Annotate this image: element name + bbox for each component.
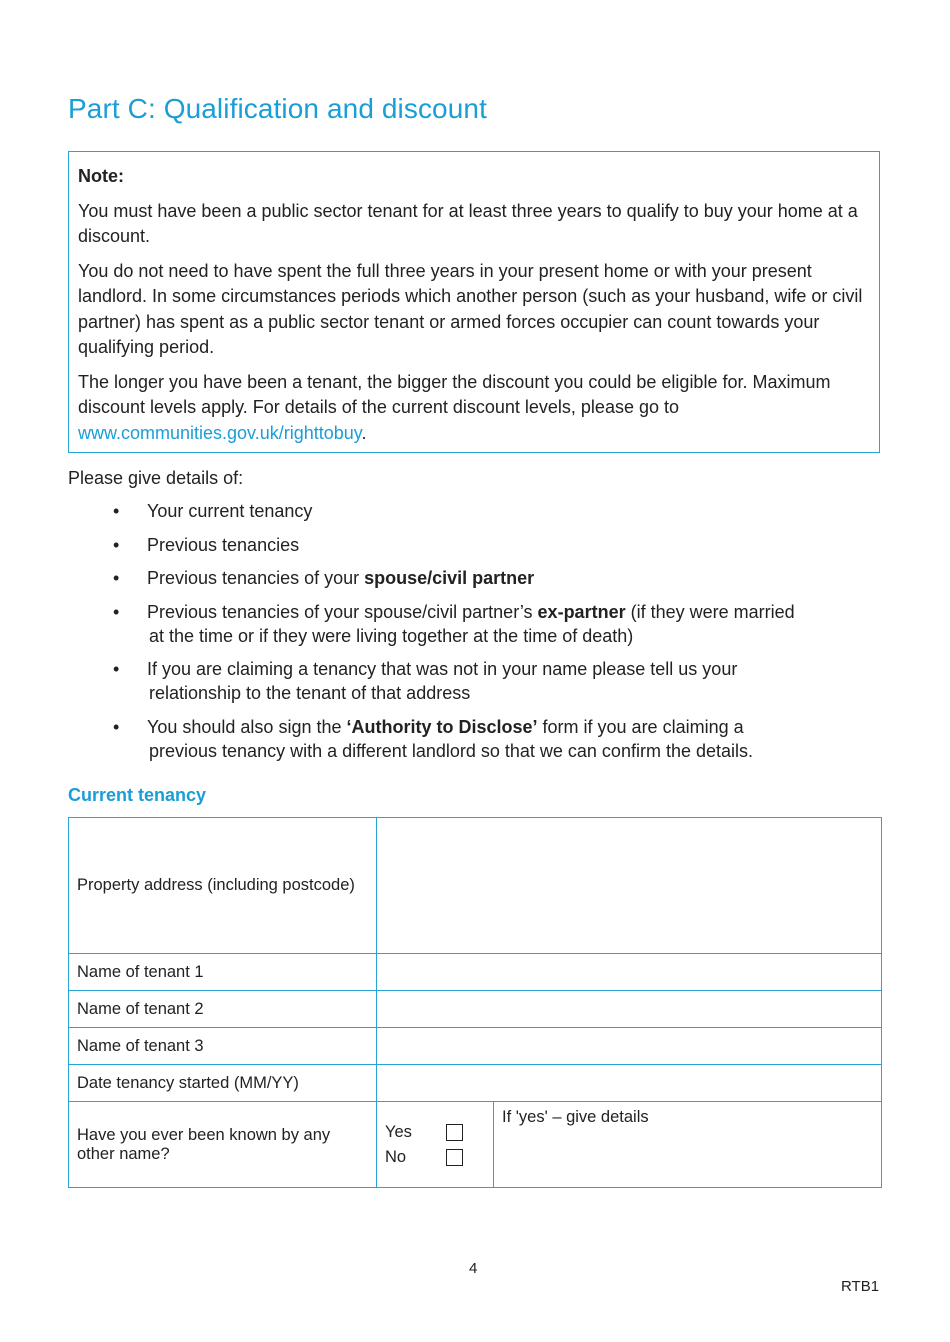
table-row <box>69 818 882 954</box>
bullet-icon: • <box>113 501 120 521</box>
bullet-icon: • <box>113 716 120 737</box>
other-name-label: Have you ever been known by any other name? <box>69 1102 377 1188</box>
no-label: No <box>385 1147 407 1166</box>
list-item-bold: ‘Authority to Disclose’ <box>346 716 538 737</box>
property-address-field[interactable] <box>377 818 882 954</box>
current-tenancy-heading: Current tenancy <box>68 785 207 805</box>
tenant-1-label: Name of tenant 1 <box>69 954 377 991</box>
table-row <box>69 1065 882 1102</box>
list-item-text: You should also sign the <box>147 716 347 737</box>
yes-option <box>385 1120 485 1145</box>
tenant-2-label: Name of tenant 2 <box>69 991 377 1028</box>
list-item <box>68 715 868 763</box>
tenant-2-field[interactable] <box>377 991 882 1028</box>
page-title: Part C: Qualification and discount <box>68 93 487 124</box>
table-row <box>69 991 882 1028</box>
yes-label: Yes <box>385 1122 412 1141</box>
details-intro: Please give details of: <box>68 468 244 488</box>
list-item <box>68 499 868 523</box>
list-item-text: Previous tenancies of your spouse/civil partner’s <box>147 601 538 622</box>
no-checkbox[interactable] <box>446 1149 463 1166</box>
list-item <box>68 533 868 557</box>
list-item-text-after: (if they were married <box>625 601 795 622</box>
list-item <box>68 657 868 705</box>
list-item-text: Your current tenancy <box>147 501 313 521</box>
list-item-continuation: at the time or if they were living together at the time of death) <box>149 625 634 646</box>
list-item-text: If you are claiming a tenancy that was not in your name please tell us your <box>147 659 738 680</box>
tenant-3-label: Name of tenant 3 <box>69 1028 377 1065</box>
note-box <box>68 151 880 453</box>
property-address-label: Property address (including postcode) <box>69 818 377 954</box>
note-paragraph-2: You do not need to have spent the full three years in your present home or with your present landlord. In some circumstances periods which another person (such as your husband, wife or civil partner) has spent as a public sector tenant or armed forces occupier can count towards your qualifying period. <box>78 260 863 357</box>
list-item-text-after: form if you are claiming a <box>537 716 744 737</box>
yes-checkbox[interactable] <box>446 1124 463 1141</box>
bullet-icon: • <box>113 568 120 589</box>
link-suffix: . <box>361 422 367 443</box>
bullet-icon: • <box>113 534 120 555</box>
current-tenancy-table <box>68 817 882 1188</box>
table-row <box>69 954 882 991</box>
list-item-bold: ex-partner <box>537 601 626 622</box>
note-paragraph-3-text: The longer you have been a tenant, the bigger the discount you could be eligible for. Maximum discount levels apply. For details of the current discount levels, please go to <box>78 371 831 417</box>
other-name-options <box>377 1102 494 1188</box>
list-item <box>68 600 868 648</box>
note-paragraph-1: You must have been a public sector tenant for at least three years to qualify to buy your home at a discount. <box>78 200 858 246</box>
table-row <box>69 1028 882 1065</box>
bullet-icon: • <box>113 659 120 680</box>
date-started-label: Date tenancy started (MM/YY) <box>69 1065 377 1102</box>
date-started-field[interactable] <box>377 1065 882 1102</box>
note-paragraph-3 <box>78 370 871 447</box>
list-item-text: Previous tenancies <box>147 534 300 555</box>
other-name-details-field[interactable] <box>494 1102 882 1188</box>
note-heading: Note: <box>78 166 124 186</box>
details-list <box>68 499 868 773</box>
righttobuy-link[interactable]: www.communities.gov.uk/righttobuy <box>78 422 362 443</box>
list-item-continuation: relationship to the tenant of that address <box>149 683 471 704</box>
tenant-1-field[interactable] <box>377 954 882 991</box>
bullet-icon: • <box>113 601 120 622</box>
list-item-continuation: previous tenancy with a different landlord so that we can confirm the details. <box>149 740 754 761</box>
list-item <box>68 566 868 590</box>
form-code: RTB1 <box>841 1278 880 1295</box>
list-item-text: Previous tenancies of your <box>147 568 365 589</box>
page-number: 4 <box>469 1260 478 1277</box>
no-option <box>385 1145 485 1170</box>
details-label: If 'yes' – give details <box>502 1108 649 1126</box>
list-item-bold: spouse/civil partner <box>364 568 535 589</box>
table-row <box>69 1102 882 1188</box>
tenant-3-field[interactable] <box>377 1028 882 1065</box>
